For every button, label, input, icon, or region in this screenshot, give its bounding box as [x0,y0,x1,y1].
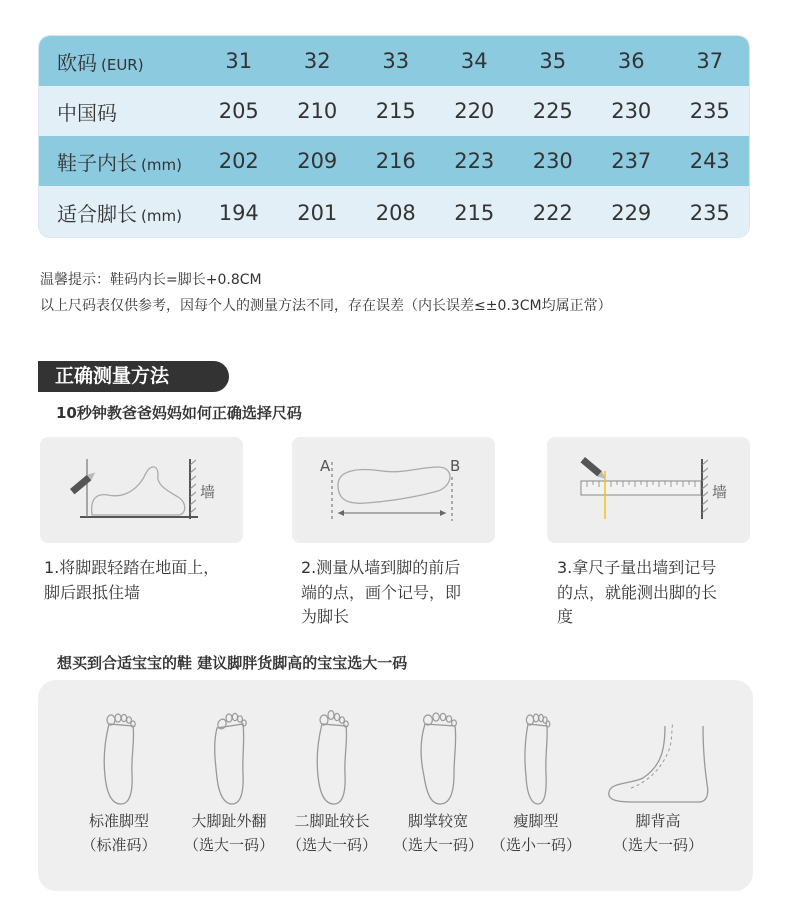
table-cell: 194 [218,200,259,225]
foot-type-standard: 标准脚型 （标准码） [79,710,159,855]
point-b-label: B [450,457,461,475]
table-cell: 34 [460,49,488,73]
table-cell: 215 [375,99,416,123]
table-cell: 208 [375,200,416,225]
table-cell: 205 [218,99,259,123]
wall-label: 墙 [712,483,728,501]
row-values [200,149,750,173]
heel-against-wall-icon [40,437,243,543]
foot-type-wide: 脚掌较宽 （选大一码） [388,710,488,855]
high-instep-foot-icon [603,710,713,810]
table-cell: 31 [225,49,253,73]
table-cell: 202 [218,149,259,173]
table-cell: 36 [617,49,645,73]
table-row-china [39,86,749,136]
table-cell: 230 [611,99,652,123]
table-row-inner-length [39,136,749,186]
point-a-label: A [320,457,331,475]
table-cell: 229 [611,200,652,225]
step-1-text: 1.将脚跟轻踏在地面上， 脚后跟抵住墙 [44,558,220,602]
row-label: 鞋子内长 (mm) [57,150,182,175]
step-3-text: 3.拿尺子量出墙到记号 的点，就能测出脚的长 度 [557,558,718,626]
size-disclaimer-note: 以上尺码表仅供参考，因每个人的测量方法不同，存在误差（内长误差≤±0.3CM均属正常） [40,298,612,314]
table-cell: 210 [297,99,338,123]
foot-type-long-second-toe: 二脚趾较长 （选大一码） [282,710,382,855]
table-row-eur [39,36,749,86]
table-cell: 230 [532,149,573,173]
foot-type-title: 想买到合适宝宝的鞋 建议脚胖货脚高的宝宝选大一码 [57,654,408,672]
table-cell: 235 [689,99,730,123]
size-tip-note: 温馨提示：鞋码内长=脚长+0.8CM [40,272,262,288]
ruler-measure-icon [547,437,750,543]
table-cell: 216 [375,149,416,173]
table-cell: 225 [532,99,573,123]
table-cell: 235 [689,200,730,225]
step-2-illustration [292,437,495,543]
table-cell: 222 [532,200,573,225]
foot-type-bunion: 大脚趾外翻 （选大一码） [179,710,279,855]
slim-foot-icon [514,710,558,810]
foot-type-slim: 瘦脚型 （选小一码） [486,710,586,855]
bunion-foot-icon [207,710,251,810]
size-chart-table [38,35,750,238]
table-cell: 237 [611,149,652,173]
table-cell: 243 [689,149,730,173]
table-cell: 220 [454,99,495,123]
table-cell: 201 [297,200,338,225]
step-1-illustration [40,437,243,543]
step-3-illustration [547,437,750,543]
method-section-header: 正确测量方法 [38,361,229,392]
row-values [200,201,750,225]
step-2-text: 2.测量从墙到脚的前后 端的点，画个记号，即 为脚长 [301,558,462,626]
table-cell: 209 [297,149,338,173]
foot-type-panel [38,680,753,891]
standard-foot-icon [97,710,141,810]
row-label: 中国码 [57,100,117,125]
row-label: 适合脚长 (mm) [57,202,182,226]
table-cell: 35 [539,49,567,73]
row-label: 欧码 (EUR) [57,50,144,75]
table-cell: 33 [382,49,410,73]
foot-type-high-instep: 脚背高 （选大一码） [598,710,718,855]
table-cell: 32 [303,49,331,73]
table-row-foot-length [39,186,749,238]
wall-label: 墙 [200,483,216,501]
wide-foot-icon [416,710,460,810]
table-cell: 223 [454,149,495,173]
table-cell: 37 [696,49,724,73]
row-values [200,99,750,123]
long-second-toe-foot-icon [310,710,354,810]
method-subtitle: 10秒钟教爸爸妈妈如何正确选择尺码 [56,404,302,422]
table-cell: 215 [454,200,495,225]
row-values [200,49,750,73]
mark-points-icon [292,437,495,543]
